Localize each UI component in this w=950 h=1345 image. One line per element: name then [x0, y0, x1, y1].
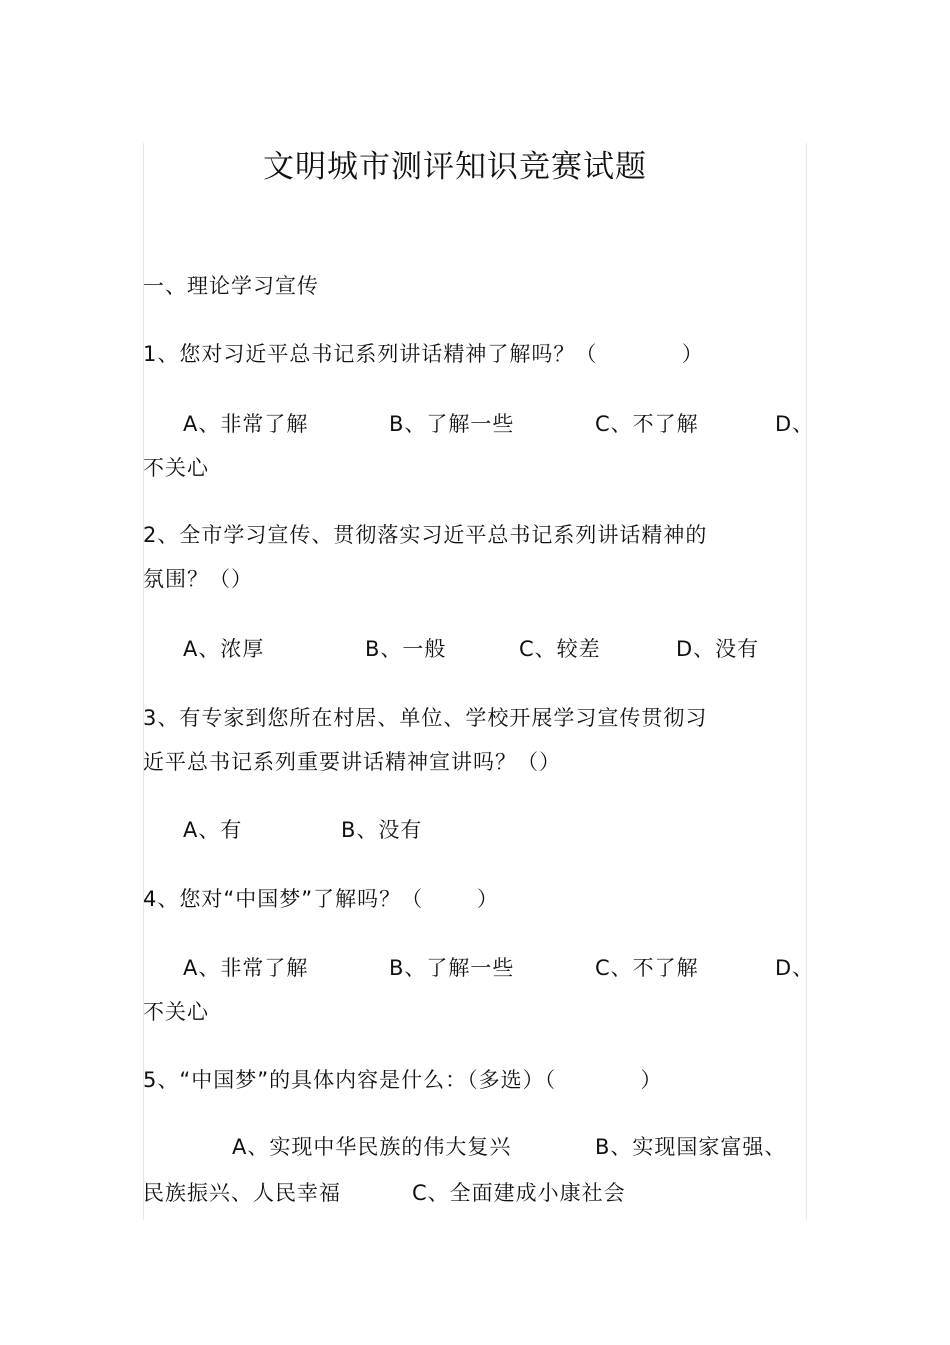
q5-option-a: A、实现中华民族的伟大复兴 [232, 1135, 512, 1159]
question-1: 1、您对习近平总书记系列讲话精神了解吗？（ ） [143, 342, 704, 366]
q1-option-d-text: 不关心 [143, 456, 209, 480]
left-margin-rule [143, 143, 144, 1220]
q2-option-a: A、浓厚 [183, 637, 265, 661]
section-heading: 一、理论学习宣传 [143, 274, 319, 298]
q1-option-b: B、了解一些 [389, 412, 515, 436]
page-title: 文明城市测评知识竞赛试题 [263, 149, 647, 185]
question-3-line-2: 近平总书记系列重要讲话精神宣讲吗？（） [143, 750, 561, 774]
right-margin-rule [806, 143, 807, 1220]
q1-option-a: A、非常了解 [183, 412, 309, 436]
q4-option-d-text: 不关心 [143, 1000, 209, 1024]
q2-option-d: D、没有 [676, 637, 760, 661]
question-5: 5、“中国梦”的具体内容是什么：（多选）（ ） [143, 1068, 663, 1092]
q4-option-b: B、了解一些 [389, 956, 515, 980]
q3-option-b: B、没有 [341, 818, 423, 842]
q1-option-d: D、 [775, 412, 815, 436]
q5-option-b: B、实现国家富强、 [595, 1135, 787, 1159]
q5-option-c: C、全面建成小康社会 [412, 1181, 626, 1205]
q2-option-c: C、较差 [519, 637, 601, 661]
question-4: 4、您对“中国梦”了解吗？（ ） [143, 887, 499, 911]
q4-option-c: C、不了解 [595, 956, 699, 980]
q4-option-a: A、非常了解 [183, 956, 309, 980]
question-2-line-2: 氛围？（） [143, 567, 253, 591]
q4-option-d: D、 [775, 956, 815, 980]
q2-option-b: B、一般 [365, 637, 447, 661]
question-3-line-1: 3、有专家到您所在村居、单位、学校开展学习宣传贯彻习 [143, 706, 708, 730]
q1-option-c: C、不了解 [595, 412, 699, 436]
question-2-line-1: 2、全市学习宣传、贯彻落实习近平总书记系列讲话精神的 [143, 523, 708, 547]
q5-option-b-text: 民族振兴、人民幸福 [143, 1181, 341, 1205]
q3-option-a: A、有 [183, 818, 243, 842]
